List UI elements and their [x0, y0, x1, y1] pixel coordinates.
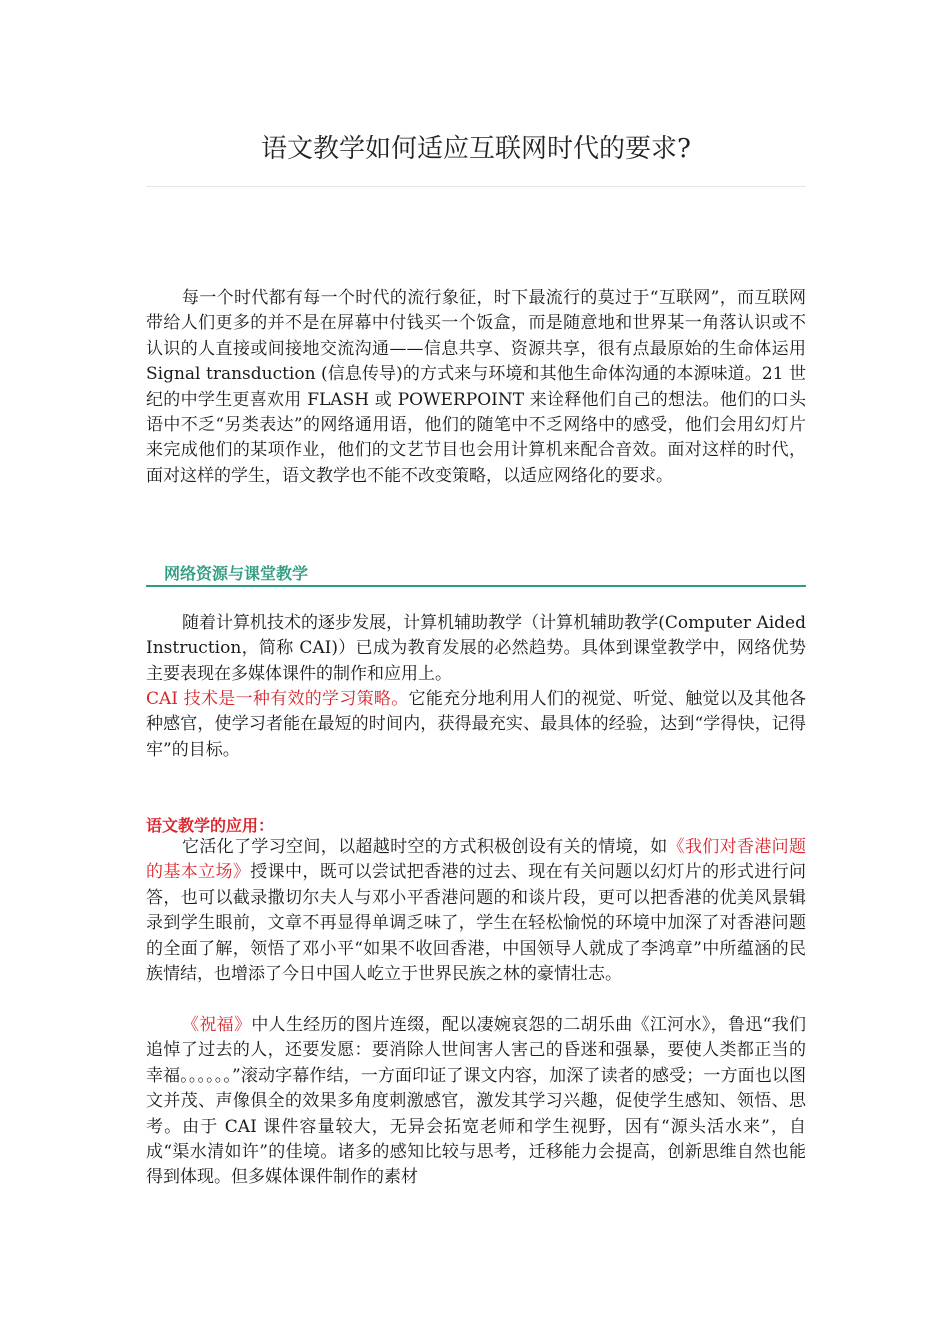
- section2-paragraph-1: [146, 835, 806, 987]
- page-title: 语文教学如何适应互联网时代的要求?: [261, 134, 691, 164]
- section-heading-network-resources: [146, 560, 806, 587]
- section2-paragraph-2-text: 中人生经历的图片连缀，配以凄婉哀怨的二胡乐曲《江河水》，鲁迅“我们追悼了过去的人，还要发愿：要消除人世间害人害己的昏迷和强暴，要使人类都正当的幸福。。。。。。”滚动字幕作结，一方面印证了课文内容，加深了读者的感受；一方面也以图文并茂、声像俱全的效果多角度刺激感官，激发其学习兴趣，促使学生感知、领悟、思考。由于 CAI 课件容量较大，无异会拓宽老师和学生视野，因有“源头活水来”，自成“渠水清如许”的佳境。诸多的感知比较与思考，迁移能力会提高，创新思维自然也能得到体现。但多媒体课件制作的素材: [146, 1015, 806, 1188]
- cai-highlight: CAI 技术是一种有效的学习策略。: [146, 689, 409, 709]
- section2-paragraph-1-text-b: 授课中，既可以尝试把香港的过去、现在有关问题以幻灯片的形式进行问答，也可以截录撒切尔夫人与邓小平香港问题的和谈片段，更可以把香港的优美风景辑录到学生眼前，文章不再显得单调乏味了，学生在轻松愉悦的环境中加深了对香港问题的全面了解，领悟了邓小平“如果不收回香港，中国领导人就成了李鸿章”中所蕴涵的民族情结，也增添了今日中国人屹立于世界民族之林的豪情壮志。: [146, 862, 807, 985]
- blessing-article-title: 《祝福》: [182, 1015, 252, 1035]
- section2-paragraph-1-text-a: 它活化了学习空间，以超越时空的方式积极创设有关的情境，如: [182, 837, 668, 857]
- section1-paragraph-2-text: 它能充分地利用人们的视觉、听觉、触觉以及其他各种感官，使学习者能在最短的时间内，获得最充实、最具体的经验，达到“学得快，记得牢”的目标。: [146, 689, 807, 760]
- section-heading-label: 网络资源与课堂教学: [164, 564, 309, 583]
- hong-kong-article-title: 《我们对香港问题的基本立场》: [146, 837, 807, 883]
- title-divider: [146, 186, 806, 187]
- section1-paragraph-1: 随着计算机技术的逐步发展，计算机辅助教学（计算机辅助教学(Computer Aided Instruction，简称 CAI)）已成为教育发展的必然趋势。具体到课堂教学中，网络优势主要表现在多媒体课件的制作和应用上。: [146, 613, 806, 684]
- section1-paragraph-2: [146, 687, 806, 763]
- intro-paragraph: 每一个时代都有每一个时代的流行象征，时下最流行的莫过于“互联网”，而互联网带给人们更多的并不是在屏幕中付钱买一个饭盒，而是随意地和世界某一角落认识或不认识的人直接或间接地交流沟通——信息共享、资源共享，很有点最原始的生命体运用 Signal transduction (信息传导)的方式来与环境和其他生命体沟通的本源味道。21 世纪的中学生更喜欢用 FLASH 或 POWERPOINT 来诠释他们自己的想法。他们的口头语中不乏“另类表达”的网络通用语，他们的随笔中不乏网络中的感受，他们会用幻灯片来完成他们的某项作业，他们的文艺节目也会用计算机来配合音效。面对这样的时代，面对这样的学生，语文教学也不能不改变策略，以适应网络化的要求。: [146, 288, 806, 486]
- section2-paragraph-2: [146, 1013, 806, 1191]
- subheading-chinese-teaching-application: 语文教学的应用：: [146, 816, 275, 835]
